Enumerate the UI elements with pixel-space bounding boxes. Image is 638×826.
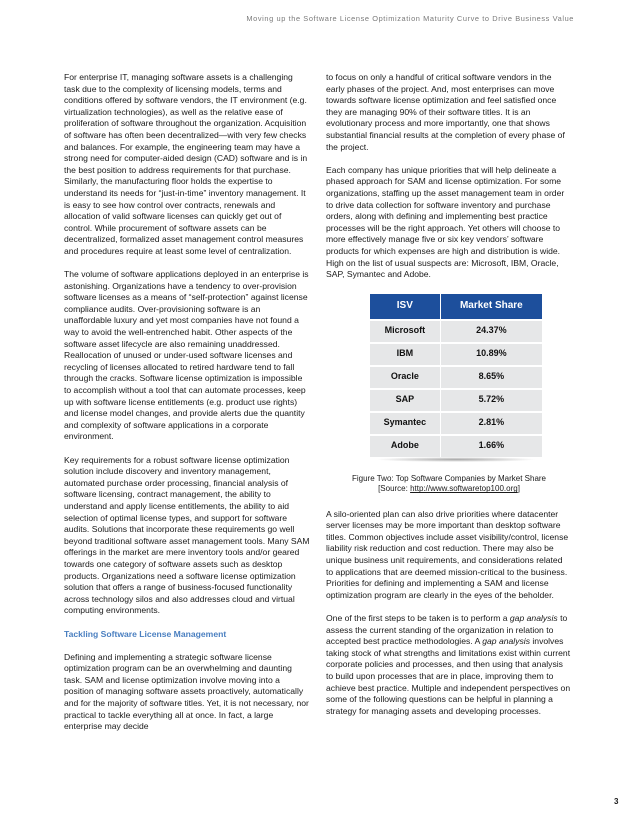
table-row [370, 389, 542, 412]
isv-cell: Adobe [370, 435, 440, 457]
left-column [64, 72, 310, 744]
paragraph: Defining and implementing a strategic software license optimization program can be an overwhelming and daunting task. SAM and license optimization involve moving into a position of managing software assets proactively, automatically and for the majority of software titles. Yet, it is not necessary, nor practical to tackle everything all at once. In fact, a large enterprise may decide [64, 651, 309, 732]
text-run: One of the first steps to be taken is to perform a [326, 613, 510, 624]
paragraph: to focus on only a handful of critical software vendors in the early phases of the project. And, most enterprises can move towards software license optimization and feel satisfied once they are managing 90% of their software titles. It is an evolutionary process and more importantly, one that shows substantial financial results at the completion of every phase of the project. [326, 72, 565, 152]
column-header-isv: ISV [370, 294, 440, 320]
paragraph: The volume of software applications deployed in an enterprise is astonishing. Organizations have a tendency to over-provision software licenses as a means of “self-protection” against license compliance audits. Over-provisioning software is an unaffordable luxury and yet most companies have not found a way to avoid the well-entrenched habit. Other aspects of the software asset lifecycle are also remaining unaddressed. Reallocation of unused or under-used software licenses and recycling of licenses allocated to retired hardware tend to fall through the cracks. Software license optimization is impossible to accomplish without a tool that can automate processes, keep up with software license entitlements (e.g. product use rights) and license model changes, and provide alerts due the quantity and complexity of software applications in a corporate environment. [64, 269, 309, 442]
share-cell: 2.81% [440, 412, 542, 435]
isv-cell: IBM [370, 343, 440, 366]
paragraph: Each company has unique priorities that will help delineate a phased approach for SAM and license optimization. For some organizations, staffing up the asset management team in order to drive data collection for software inventory and purchase orders, along with defining and implementing best practice processes will be the right approach. Yet others will choose to more effectively manage five or six key vendors’ software products for which expenses are high and distribution is wide. High on the list of usual suspects are: Microsoft, IBM, Oracle, SAP, Symantec and Adobe. [326, 164, 565, 280]
share-cell: 1.66% [440, 435, 542, 457]
source-link[interactable]: http://www.softwaretop100.org [410, 484, 518, 494]
table-shadow [376, 457, 536, 462]
caption-source [326, 484, 572, 495]
share-cell: 24.37% [440, 320, 542, 343]
paragraph: For enterprise IT, managing software assets is a challenging task due to the complexity of licensing models, terms and conditions offered by software vendors, the IT environment (e.g. virtualization technologies), as well as the relative ease of proliferation of software throughout the organization. Acquisition of software has often been decentralized—with very few checks and balances. For example, the engineering team may have a strong need for computer-aided design (CAD) software and is in the best position to address requirements for that purchase. Similarly, the manufacturing floor holds the expertise to understand its needs for “just-in-time” inventory management. It is easy to see how control over contracts, renewals and allocation of valid software licenses can quickly get out of control. While procurement of software assets can be decentralized, formalized asset management control measures and procedures require at least some level of centralization. [64, 72, 308, 256]
isv-cell: SAP [370, 389, 440, 412]
column-header-market-share: Market Share [440, 294, 542, 320]
section-heading: Tackling Software License Management [64, 628, 227, 639]
text-run: to assess the current standing of the organization in relation to accepted best practice methodologies. A [326, 613, 568, 647]
text-run: involves taking stock of what strengths and limitations exist within current corporate policies and processes, and then using that analysis to build upon processes that are in place, improving them to achieve best practice. Multiple and independent perspectives on some of the following questions can be helpful in planning a strategy for managing assets and developing processes. [326, 636, 571, 716]
paragraph: Key requirements for a robust software license optimization solution include discovery and inventory management, automated purchase order processing, financial analysis of software licensing, contract management, the ability to understand and apply license entitlements, the ability to aid selection of optimal license types, and support for software audits. Solutions that incorporate these requirements go well beyond traditional software asset management tools. Many SAM offerings in the market are mere inventory tools and/or geared towards one category of software assets such as desktop products. Organizations need a software license optimization solution that offers a range of business-focused functionality across technology silos and also addresses cloud and virtual computing environments. [64, 454, 310, 616]
table-row [370, 412, 542, 435]
isv-cell: Microsoft [370, 320, 440, 343]
table-row [370, 320, 542, 343]
caption-source-suffix: ] [517, 484, 520, 494]
share-cell: 8.65% [440, 366, 542, 389]
running-header: Moving up the Software License Optimization Maturity Curve to Drive Business Value [246, 14, 574, 23]
page-number: 3 [614, 797, 619, 806]
caption-title: Figure Two: Top Software Companies by Market Share [351, 473, 547, 483]
share-cell: 5.72% [440, 389, 542, 412]
share-cell: 10.89% [440, 343, 542, 366]
paragraph: A silo-oriented plan can also drive priorities where datacenter server licenses may be more important than desktop software titles. Common objectives include asset visibility/control, license liability risk reduction and cost reduction. There may also be unique business unit requirements, and considerations related to applications that are deemed mission-critical to the business. Priorities for defining and implementing a SAM and license optimization program are clearly in the eyes of the beholder. [326, 508, 569, 600]
table-row [370, 343, 542, 366]
right-column [326, 72, 572, 729]
caption-source-prefix: [Source: [378, 484, 411, 494]
emphasis-gap-analysis: gap analysis [482, 636, 530, 647]
isv-cell: Oracle [370, 366, 440, 389]
table-row [370, 435, 542, 457]
table-row [370, 366, 542, 389]
figure-market-share [351, 294, 547, 495]
figure-caption [326, 474, 572, 495]
isv-cell: Symantec [370, 412, 440, 435]
table-header-row [370, 294, 542, 320]
market-share-table [370, 294, 542, 457]
emphasis-gap-analysis: gap analysis [509, 613, 558, 624]
paragraph [326, 613, 572, 717]
